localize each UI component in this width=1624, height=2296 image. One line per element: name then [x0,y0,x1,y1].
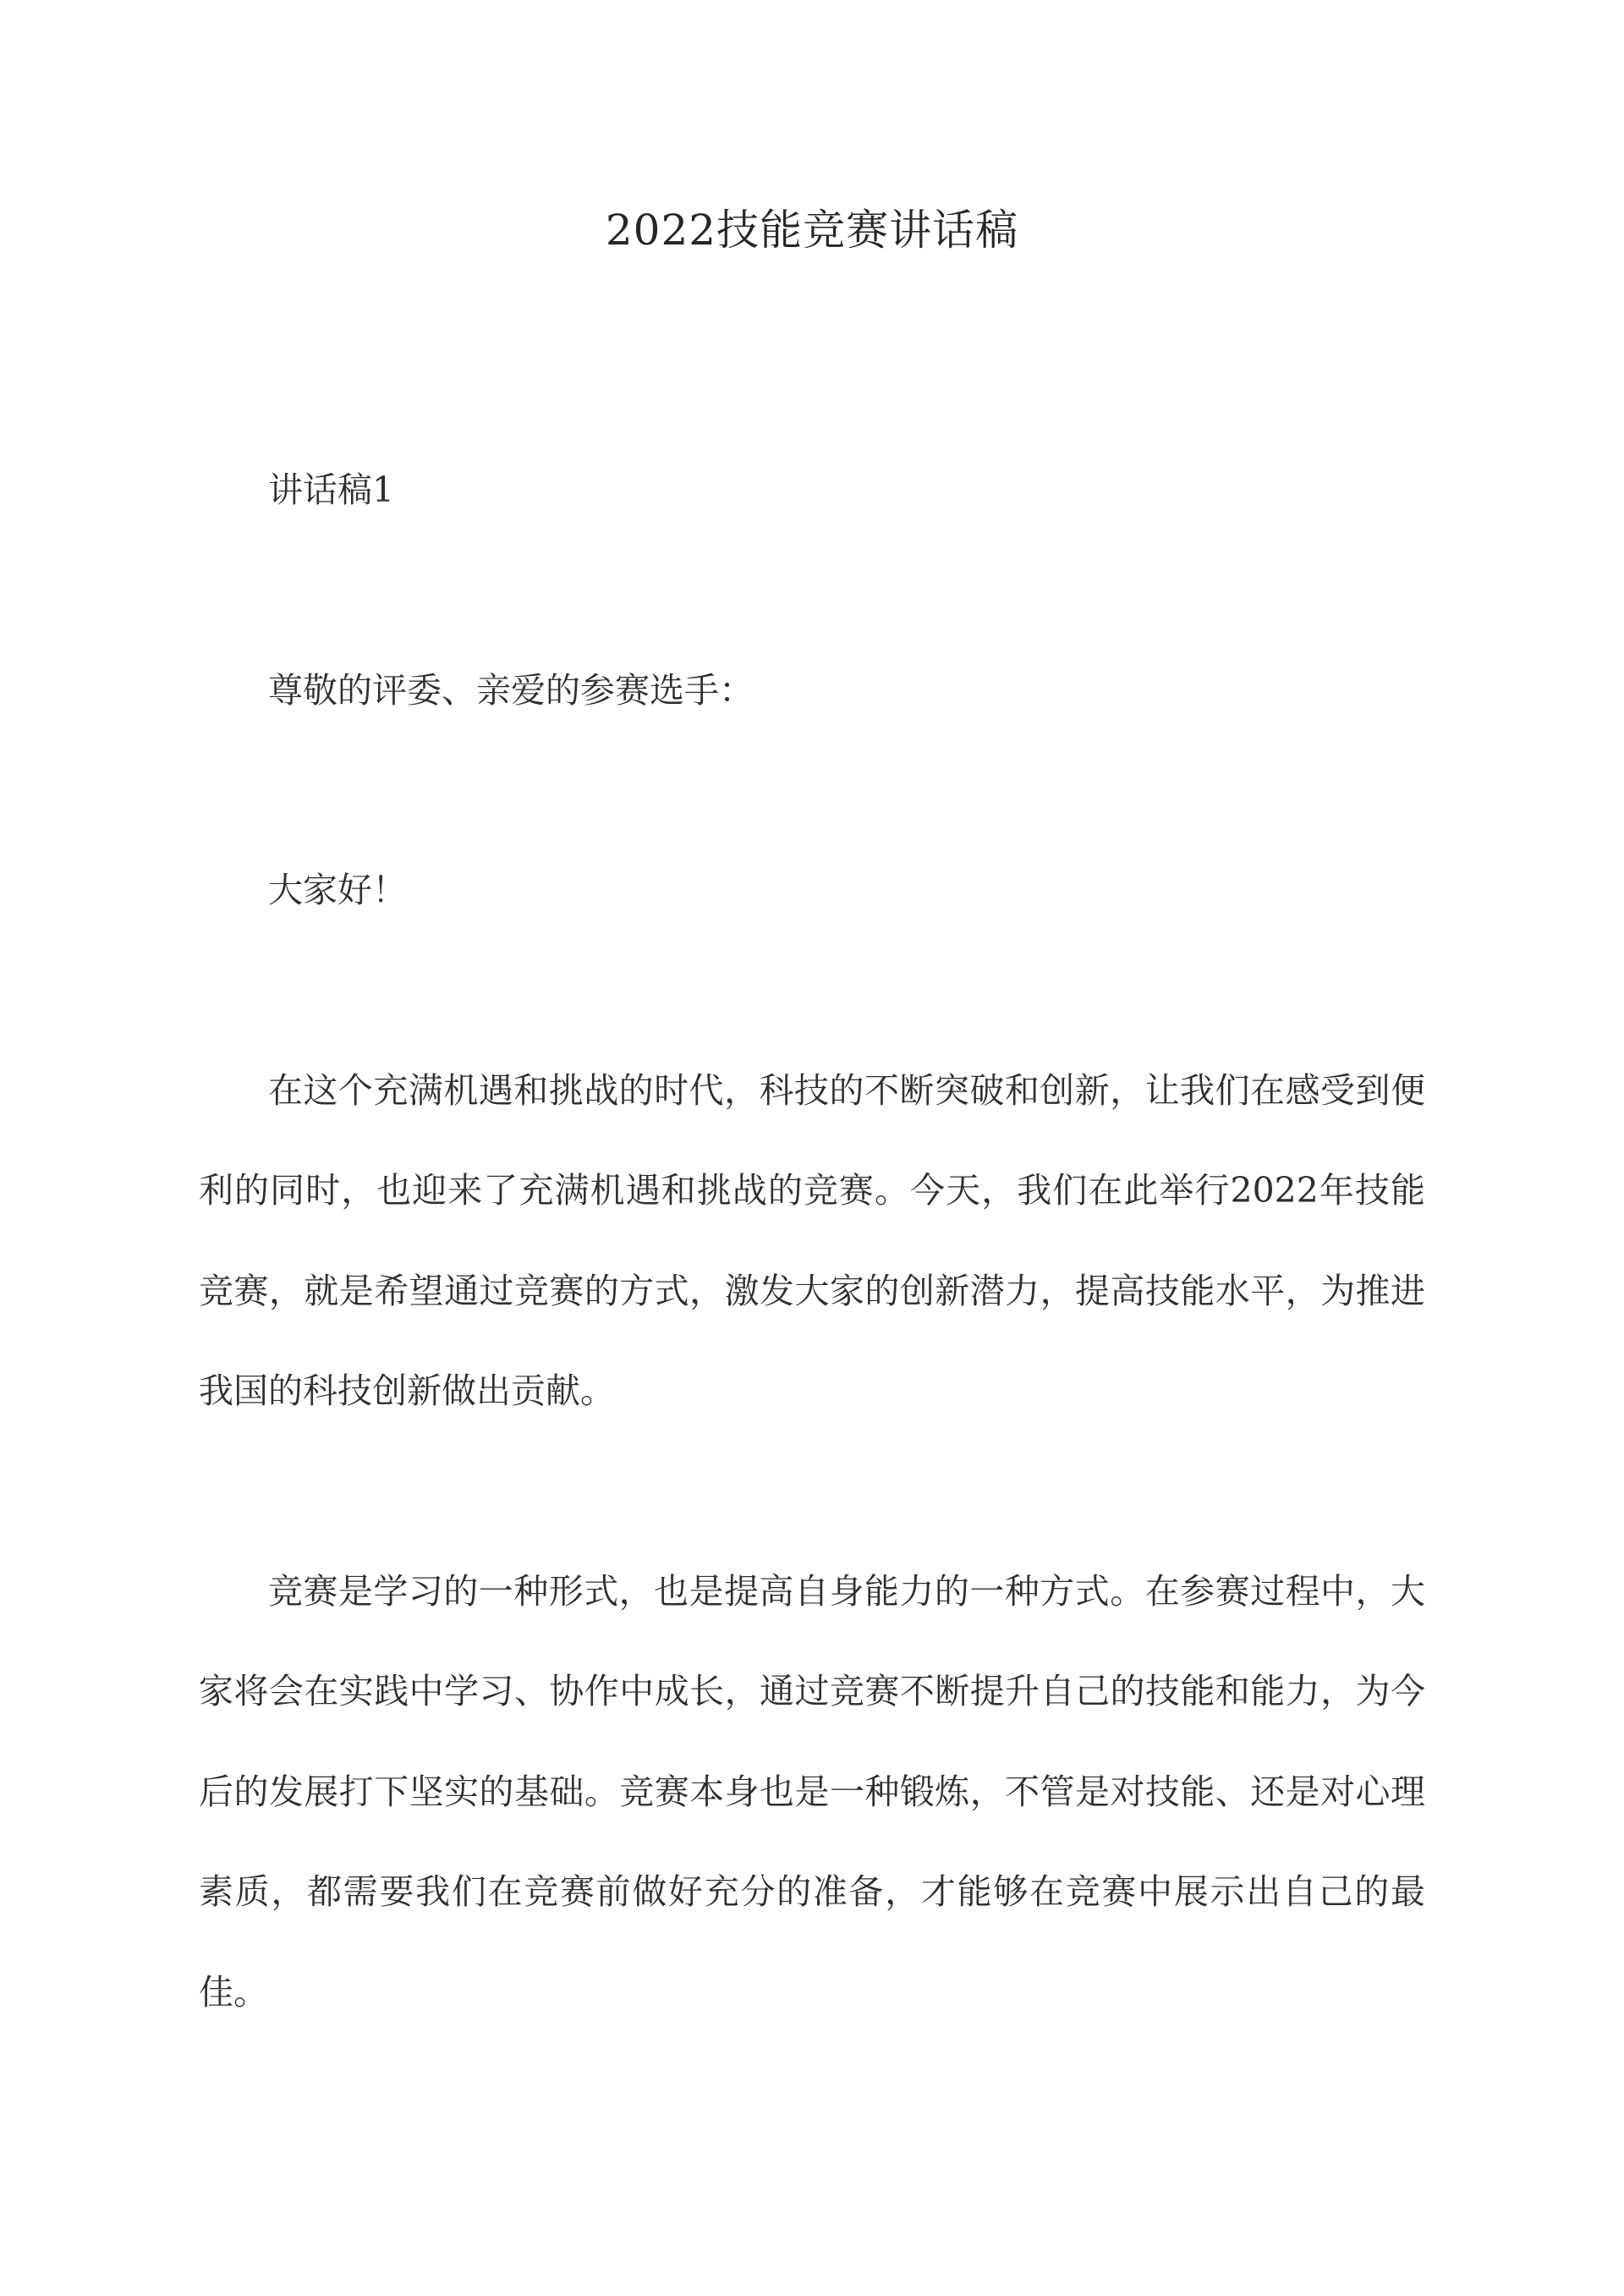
section-heading: 讲话稿1 [268,470,395,510]
body-paragraph: 竞赛是学习的一种形式，也是提高自身能力的一种方式。在参赛过程中，大家将会在实践中学习、协作中成长，通过竞赛不断提升自己的技能和能力，为今后的发展打下坚实的基础。竞赛本身也是一种锻炼，不管是对技能、还是对心理素质，都需要我们在竞赛前做好充分的准备，才能够在竞赛中展示出自己的最佳。 [199,1570,1425,2013]
document-title: 2022技能竞赛讲话稿 [605,206,1019,255]
salutation-paragraph: 尊敬的评委、亲爱的参赛选手： [268,669,754,711]
greeting-paragraph: 大家好！ [268,870,407,910]
document-body [199,440,1425,2042]
body-paragraph: 在这个充满机遇和挑战的时代，科技的不断突破和创新，让我们在感受到便利的同时，也迎来了充满机遇和挑战的竞赛。今天，我们在此举行2022年技能竞赛，就是希望通过竞赛的方式，激发大家的创新潜力，提高技能水平，为推进我国的科技创新做出贡献。 [199,1069,1425,1411]
